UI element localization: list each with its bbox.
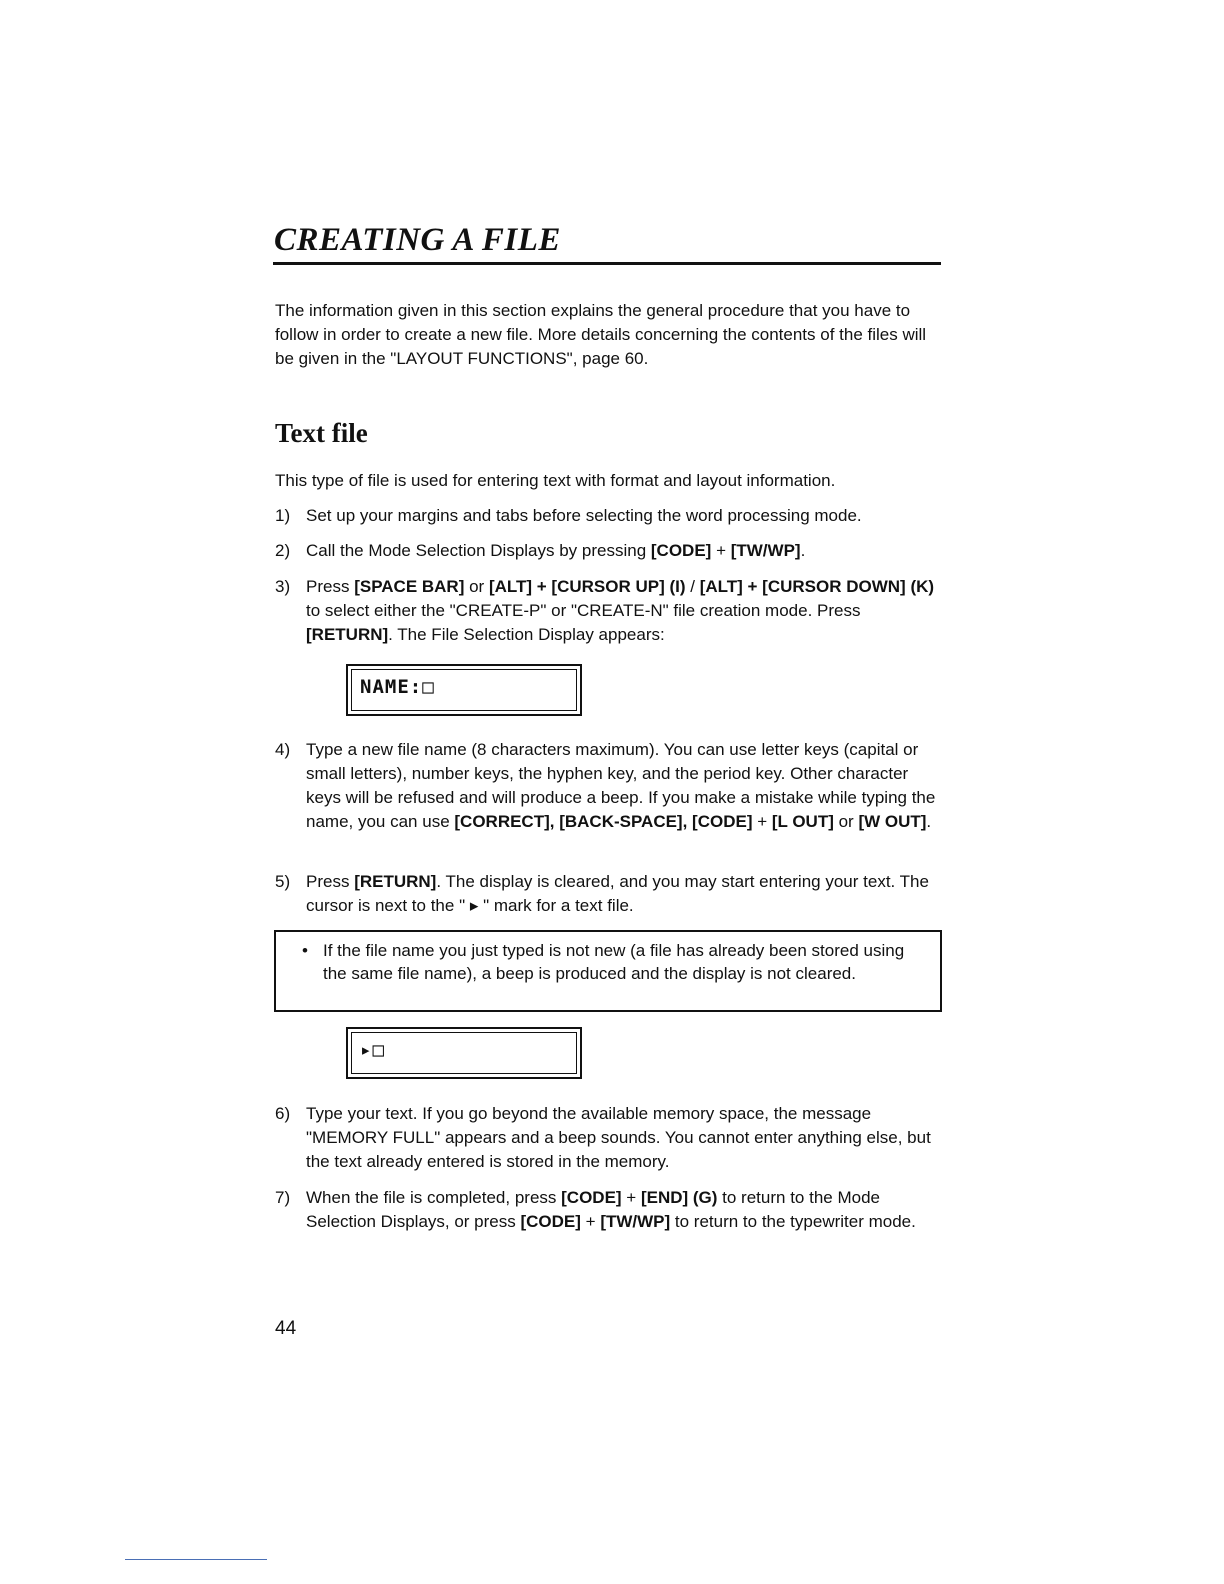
step-text: Call the Mode Selection Displays by pressing (306, 541, 651, 560)
key-tw-wp: [TW/WP] (600, 1212, 671, 1231)
step-text: + (752, 812, 772, 831)
step-text: When the file is completed, press (306, 1188, 562, 1207)
step-text: / (685, 577, 700, 596)
key-code: [CODE] (561, 1188, 622, 1207)
step-text: + (580, 1212, 601, 1231)
step-number: 6) (275, 1104, 291, 1123)
step-number: 4) (275, 740, 291, 759)
step-text: . The display is cleared, and you may start entering your text. The cursor is next to the " ▸ " mark for a text file. (306, 872, 929, 915)
step-number: 1) (275, 506, 291, 525)
step-text: + (621, 1188, 641, 1207)
page-title: CREATING A FILE (274, 222, 561, 258)
key-code: [CODE] (650, 541, 712, 560)
lcd-text-cursor: ▸□ (360, 1039, 385, 1061)
step-text: to return to the Mode Selection Displays, or press (306, 1188, 880, 1231)
section-heading: Text file (275, 418, 368, 448)
step-6 (275, 1102, 943, 1174)
lcd-name-text: NAME:□ (360, 676, 435, 698)
footnote-rule (125, 1559, 267, 1560)
note-box (274, 930, 942, 1012)
step-text: or (464, 577, 489, 596)
key-tw-wp: [TW/WP] (730, 541, 801, 560)
step-7 (275, 1186, 943, 1234)
step-2 (275, 539, 943, 563)
bullet: • (302, 941, 308, 960)
step-text: + (711, 541, 731, 560)
note-text: If the file name you just typed is not new (a file has already been stored using the same file name), a beep is produced and the display is not cleared. (323, 941, 905, 983)
step-text: Type your text. If you go beyond the available memory space, the message "MEMORY FULL" appears and a beep sounds. You cannot enter anything else, but the text already entered is stored in the memory. (306, 1104, 931, 1171)
step-text: . The File Selection Display appears: (388, 625, 665, 644)
lcd-name-display (346, 664, 582, 716)
step-text: to return to the typewriter mode. (670, 1212, 916, 1231)
key-alt-cursor-up: [ALT] + [CURSOR UP] (I) (488, 577, 686, 596)
key-return: [RETURN] (306, 625, 389, 644)
step-text: Press (306, 872, 355, 891)
intro-paragraph: The information given in this section explains the general procedure that you have to follow in order to create a new file. More details concerning the contents of the files will be given in the "LAYOUT FUNCTIONS", page 60. (275, 301, 927, 368)
step-4 (275, 738, 943, 834)
step-number: 3) (275, 577, 291, 596)
key-l-out: [L OUT] (771, 812, 834, 831)
lcd-text-display (346, 1027, 582, 1079)
step-number: 5) (275, 872, 291, 891)
section-intro: This type of file is used for entering text with format and layout information. (275, 471, 836, 490)
step-text: . (800, 541, 806, 560)
step-text: or (833, 812, 859, 831)
step-number: 7) (275, 1188, 291, 1207)
key-space-bar: [SPACE BAR] (354, 577, 465, 596)
page-number: 44 (275, 1318, 297, 1339)
step-text: Set up your margins and tabs before selecting the word processing mode. (306, 506, 862, 525)
step-3 (275, 575, 943, 647)
key-end: [END] (G) (640, 1188, 718, 1207)
step-text: . (926, 812, 932, 831)
step-1 (275, 504, 943, 528)
key-return: [RETURN] (354, 872, 437, 891)
step-text: Type a new file name (8 characters maximum). You can use letter keys (capital or small letters), number keys, the hyphen key, and the period key. Other character keys will be refused and will produce a beep. If you make a mistake while typing the name, you can use (306, 740, 936, 831)
title-underline (273, 262, 941, 265)
step-text: Press (306, 577, 355, 596)
step-5 (275, 870, 943, 918)
key-alt-cursor-down: [ALT] + [CURSOR DOWN] (K) (699, 577, 935, 596)
key-code: [CODE] (520, 1212, 581, 1231)
key-w-out: [W OUT] (858, 812, 927, 831)
key-correct-backspace-code: [CORRECT], [BACK-SPACE], [CODE] (454, 812, 753, 831)
step-number: 2) (275, 541, 291, 560)
step-text: to select either the "CREATE-P" or "CREATE-N" file creation mode. Press (306, 601, 861, 620)
